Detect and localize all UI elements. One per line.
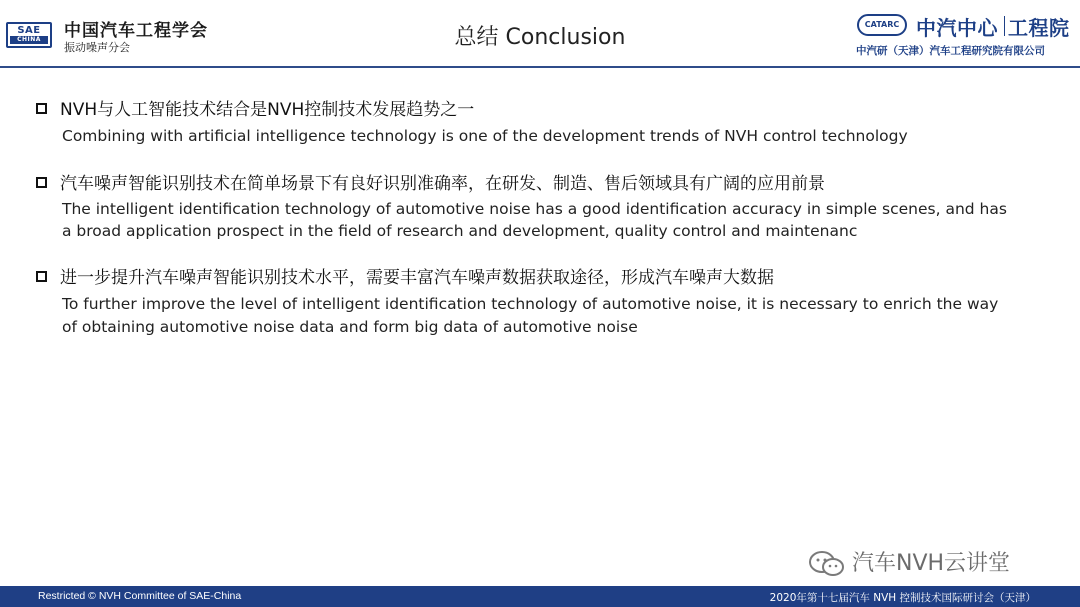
sae-logo-text: SAE xyxy=(17,25,41,36)
catarc-name-part1: 中汽中心 xyxy=(916,16,998,40)
checkbox-square-icon xyxy=(36,103,47,114)
checkbox-square-icon xyxy=(36,271,47,282)
organization-name: 中国汽车工程学会 xyxy=(64,21,208,41)
slide-header xyxy=(0,0,1080,66)
catarc-name-part2: 工程院 xyxy=(1008,16,1070,40)
checkbox-square-icon xyxy=(36,177,47,188)
bullet-english-text-line: To further improve the level of intelligent identification technology of automotive noise, it is necessary to enrich the way xyxy=(62,295,999,313)
bullet-chinese-text: 汽车噪声智能识别技术在简单场景下有良好识别准确率，在研发、制造、售后领域具有广阔的应用前景 xyxy=(60,174,825,194)
footer-copyright: Restricted © NVH Committee of SAE-China xyxy=(38,590,242,602)
catarc-company-name: 中汽研（天津）汽车工程研究院有限公司 xyxy=(856,45,1045,57)
bullet-english-text-line: Combining with artificial intelligence technology is one of the development trends of NVH control technology xyxy=(62,127,908,145)
bullet-english-text-line: of obtaining automotive noise data and form big data of automotive noise xyxy=(62,318,638,336)
slide-title: 总结 Conclusion xyxy=(454,25,626,50)
bullet-chinese-text: NVH与人工智能技术结合是NVH控制技术发展趋势之一 xyxy=(60,100,475,120)
catarc-name xyxy=(916,12,1070,41)
watermark-text: 汽车NVH云讲堂 xyxy=(852,551,1011,576)
slide-footer xyxy=(0,586,1080,607)
wechat-watermark xyxy=(808,546,1010,578)
footer-event-name: 2020年第十七届汽车 NVH 控制技术国际研讨会（天津） xyxy=(769,592,1036,604)
wechat-icon xyxy=(808,550,846,578)
bullet-chinese-text: 进一步提升汽车噪声智能识别技术水平，需要丰富汽车噪声数据获取途径，形成汽车噪声大数据 xyxy=(60,268,774,288)
bullet-english-text-line: The intelligent identification technology of automotive noise has a good identification accuracy in simple scenes, and has xyxy=(62,200,1007,218)
sae-logo-subtext: CHINA xyxy=(10,36,48,44)
header-divider xyxy=(0,66,1080,68)
catarc-logo: CATARC xyxy=(857,14,907,36)
catarc-separator xyxy=(1004,16,1005,36)
bullet-english-text-line: a broad application prospect in the field of research and development, quality control and maintenanc xyxy=(62,222,858,240)
organization-branch: 振动噪声分会 xyxy=(64,41,130,54)
